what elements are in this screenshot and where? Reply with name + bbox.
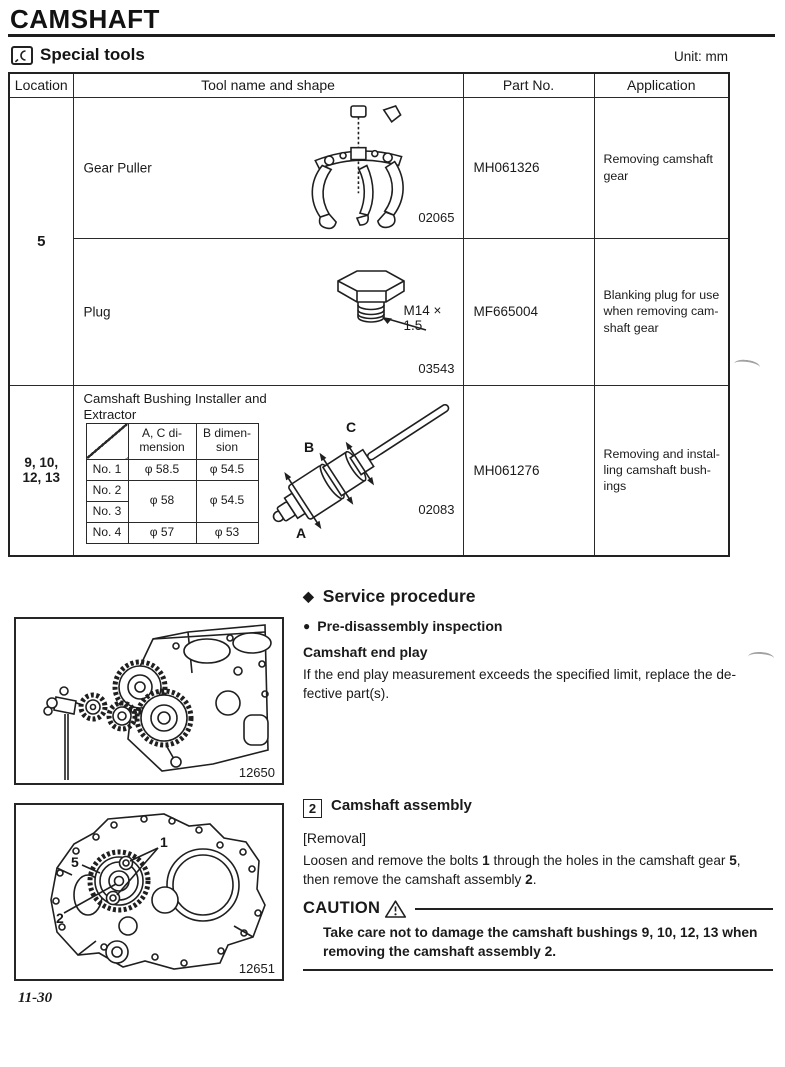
engine-gear-train-illustration xyxy=(16,619,282,783)
sub-row-label: No. 2 xyxy=(86,480,128,501)
table-row-bushing-installer xyxy=(9,385,729,556)
warning-triangle-icon xyxy=(384,899,407,919)
unit-label: Unit: mm xyxy=(674,49,728,64)
tool-name: Camshaft Bushing Installer and Extractor xyxy=(83,390,267,422)
pre-disassembly-heading: ● Pre-disassembly inspection xyxy=(303,618,503,634)
location-cell: 9, 10, 12, 13 xyxy=(9,385,73,556)
section-bottom-rule xyxy=(303,969,773,971)
dim-label-b: B xyxy=(303,438,314,455)
sub-value: φ 54.5 xyxy=(196,480,258,522)
tool-name: Gear Puller xyxy=(83,160,152,175)
application-cell: Blanking plug for use when removing cam- shaft gear xyxy=(594,238,729,385)
end-play-heading: Camshaft end play xyxy=(303,644,428,660)
sub-row-label: No. 1 xyxy=(86,459,128,480)
diagonal-corner-cell xyxy=(86,423,128,459)
page-number: 11-30 xyxy=(18,990,53,1006)
callout-5: 5 xyxy=(71,854,79,870)
tool-cell-gear-puller xyxy=(73,97,463,238)
service-procedure-section xyxy=(303,586,773,704)
figure-camshaft-assembly xyxy=(14,803,284,981)
figure-code: 03543 xyxy=(418,360,455,376)
table-row-gear-puller xyxy=(9,97,729,238)
caution-rule xyxy=(415,908,773,910)
caution-text: Take care not to damage the camshaft bushings 9, 10, 12, 13 when removing the camshaft assembly 2. xyxy=(323,924,758,959)
sub-value: φ 58.5 xyxy=(128,459,196,480)
gear-puller-illustration xyxy=(289,104,414,231)
tool-cell-bushing-installer xyxy=(73,385,463,556)
application-cell: Removing and instal- ling camshaft bush- ings xyxy=(594,385,729,556)
circle-bullet-icon: ● xyxy=(303,619,311,633)
section-heading-special-tools: Special tools xyxy=(40,45,145,64)
col-header-part-no: Part No. xyxy=(463,73,594,97)
service-procedure-heading: ◆ Service procedure xyxy=(303,586,476,606)
camshaft-assembly-heading: 2 Camshaft assembly xyxy=(303,797,773,818)
sub-value: φ 53 xyxy=(196,522,258,543)
diamond-bullet-icon: ◆ xyxy=(303,588,314,604)
scan-artifact xyxy=(733,358,760,373)
table-row-plug xyxy=(9,238,729,385)
figure-end-play xyxy=(14,617,284,785)
part-no-cell: MH061326 xyxy=(463,97,594,238)
col-header-location: Location xyxy=(9,73,73,97)
callout-2: 2 xyxy=(56,910,64,926)
figure-code: 02083 xyxy=(418,502,455,517)
title-rule xyxy=(8,34,775,37)
section-number-box: 2 xyxy=(303,799,322,818)
sub-value: φ 58 xyxy=(128,480,196,522)
tool-cell-plug xyxy=(73,238,463,385)
dim-label-a: A xyxy=(295,524,306,541)
gear-case-illustration xyxy=(16,805,282,979)
col-header-tool-name: Tool name and shape xyxy=(73,73,463,97)
sub-value: φ 54.5 xyxy=(196,459,258,480)
tool-name: Plug xyxy=(83,304,111,319)
caution-header xyxy=(303,899,773,919)
sub-row-label: No. 3 xyxy=(86,501,128,522)
figure-code: 12650 xyxy=(238,765,275,780)
part-no-cell: MF665004 xyxy=(463,238,594,385)
bushing-installer-illustration xyxy=(262,396,457,546)
location-cell: 5 xyxy=(9,97,73,385)
dim-label-c: C xyxy=(345,418,356,435)
removal-label: [Removal] xyxy=(303,830,367,846)
col-header-application: Application xyxy=(594,73,729,97)
callout-1: 1 xyxy=(160,834,168,850)
figure-code: 02065 xyxy=(418,209,455,225)
page-title: CAMSHAFT xyxy=(10,4,160,34)
caution-label: CAUTION xyxy=(303,899,381,917)
sub-col-header-b: B dimen- sion xyxy=(196,423,258,459)
table-header-row xyxy=(9,73,729,97)
dimension-sub-table xyxy=(86,423,259,544)
special-tools-table xyxy=(8,72,730,557)
sub-row-label: No. 4 xyxy=(86,522,128,543)
sub-value: φ 57 xyxy=(128,522,196,543)
end-play-text: If the end play measurement exceeds the specified limit, replace the de- fective part(s). xyxy=(303,667,736,701)
removal-text: Loosen and remove the bolts 1 through the holes in the camshaft gear 5, then remove the camshaft assembly 2. xyxy=(303,853,741,887)
thread-size-label: M14 × 1.5 xyxy=(403,302,442,333)
figure-code: 12651 xyxy=(238,961,275,976)
application-cell: Removing camshaft gear xyxy=(594,97,729,238)
sub-col-header-ac: A, C di- mension xyxy=(128,423,196,459)
part-no-cell: MH061276 xyxy=(463,385,594,556)
camshaft-assembly-section xyxy=(303,797,773,971)
